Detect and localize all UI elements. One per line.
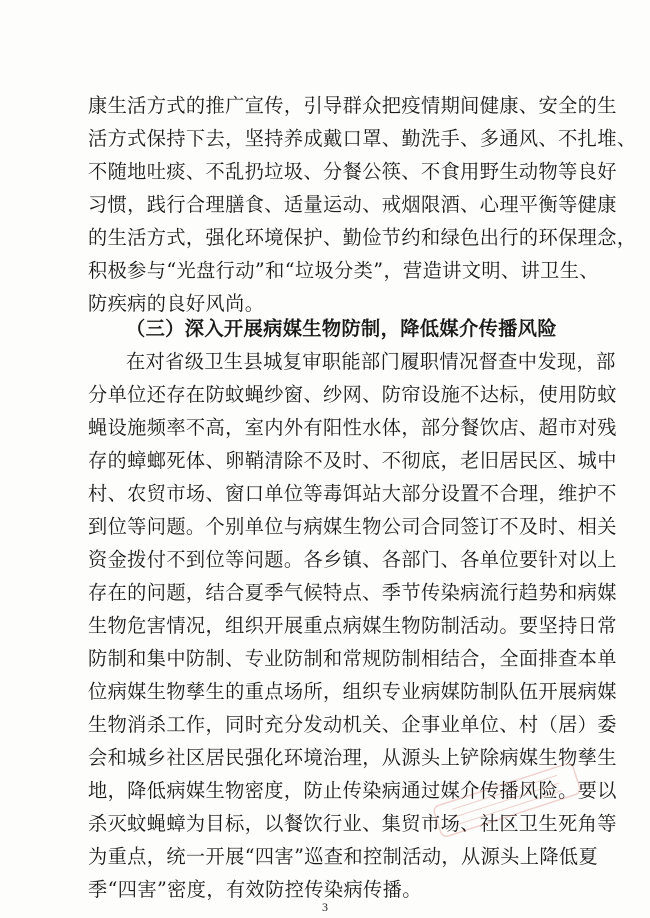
paragraph-line: 蝇设施频率不高，室内外有阳性水体，部分餐饮店、超市对残: [88, 416, 617, 439]
paragraph-line: 季“四害”密度，有效防控传染病传播。: [88, 878, 422, 901]
paragraph-line: 活方式保持下去，坚持养成戴口罩、勤洗手、多通风、不扎堆、: [88, 127, 637, 150]
paragraph-line: 不随地吐痰、不乱扔垃圾、分餐公筷、不食用野生动物等良好: [88, 160, 617, 183]
paragraph-line: 康生活方式的推广宣传，引导群众把疫情期间健康、安全的生: [88, 94, 617, 117]
paragraph-line: 分单位还存在防蚊蝇纱窗、纱网、防帘设施不达标，使用防蚊: [88, 383, 617, 406]
paragraph-line: 为重点，统一开展“四害”巡查和控制活动，从源头上降低夏: [88, 845, 599, 868]
paragraph-line: 习惯，践行合理膳食、适量运动、戒烟限酒、心理平衡等健康: [88, 193, 617, 216]
paragraph-line: 位病媒生物孳生的重点场所，组织专业病媒防制队伍开展病媒: [88, 680, 617, 703]
paragraph-line: 存在的问题，结合夏季气候特点、季节传染病流行趋势和病媒: [88, 581, 617, 604]
paragraph-line: 村、农贸市场、窗口单位等毒饵站大部分设置不合理，维护不: [88, 482, 617, 505]
paragraph-line: 存的蟑螂死体、卵鞘清除不及时、不彻底，老旧居民区、城中: [88, 449, 617, 472]
page-number: 3: [322, 900, 328, 914]
paragraph-line: 积极参与“光盘行动”和“垃圾分类”，营造讲文明、讲卫生、: [88, 259, 599, 282]
paragraph-line: 生物危害情况，组织开展重点病媒生物防制活动。要坚持日常: [88, 614, 617, 637]
paragraph-line: 在对省级卫生县城复审职能部门履职情况督查中发现，部: [126, 350, 616, 373]
paragraph-line: 杀灭蚊蝇蟑为目标，以餐饮行业、集贸市场、社区卫生死角等: [88, 812, 617, 835]
paragraph-line: 地，降低病媒生物密度，防止传染病通过媒介传播风险。要以: [88, 779, 617, 802]
paragraph-line: 到位等问题。个别单位与病媒生物公司合同签订不及时、相关: [88, 515, 617, 538]
paragraph-line: 防制和集中防制、专业防制和常规防制相结合，全面排查本单: [88, 647, 617, 670]
paragraph-line: 生物消杀工作，同时充分发动机关、企事业单位、村（居）委: [88, 713, 617, 736]
paragraph-line: 资金拨付不到位等问题。各乡镇、各部门、各单位要针对以上: [88, 548, 617, 571]
section-heading: （三）深入开展病媒生物防制，降低媒介传播风险: [126, 317, 557, 340]
paragraph-line: 防疾病的良好风尚。: [88, 292, 265, 315]
paragraph-line: 的生活方式，强化环境保护、勤俭节约和绿色出行的环保理念，: [88, 226, 637, 249]
paragraph-line: 会和城乡社区居民强化环境治理，从源头上铲除病媒生物孳生: [88, 746, 617, 769]
